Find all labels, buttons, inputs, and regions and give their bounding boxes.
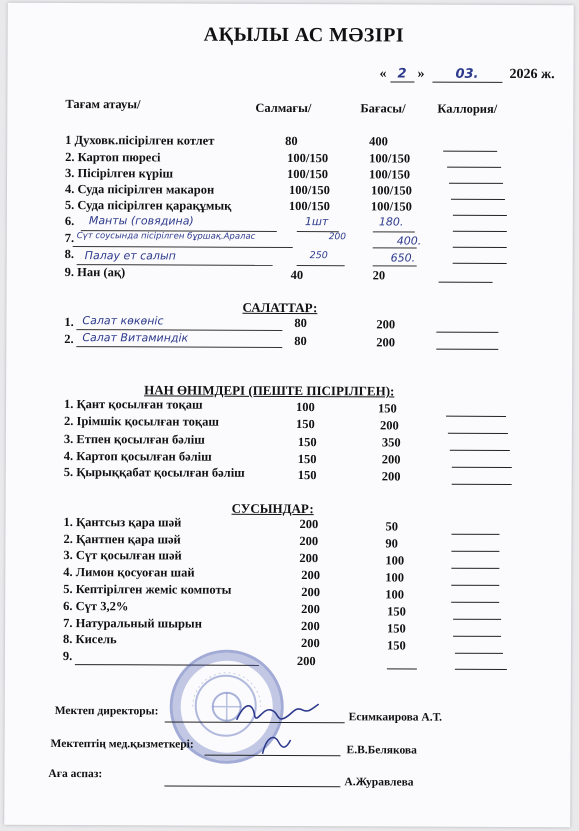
item-weight: 200 [301,568,321,583]
item-price: 100/150 [369,151,411,166]
item-weight: 80 [294,316,307,331]
item-price: 20 [372,268,386,283]
item-price: 150 [387,604,406,619]
price-blank [387,668,417,669]
underline [373,231,415,232]
handwritten-item-name: Манты (говядина) [88,214,194,228]
item-weight: 150 [295,417,315,432]
item-weight: 100/150 [288,198,330,214]
list-item: 4. Картоп қосылған бәліш [63,449,212,464]
calorie-blank [446,416,506,417]
salads-heading: САЛАТТАР: [242,299,318,316]
list-item: 4. Лимон қосуоған шай [63,565,195,580]
item-price: 100/150 [369,167,411,182]
handwritten-item-name: Сүт соусында пісірілген бұршақ.Аралас [76,231,256,242]
calorie-blank [453,247,507,248]
date-close-quote: » [417,66,425,82]
calorie-blank [452,484,512,485]
bakery-heading: НАН ӨНІМДЕРІ (ПЕШТЕ ПІСІРІЛГЕН): [144,382,395,399]
item-price: 350 [381,435,401,450]
item-weight: 200 [301,602,320,617]
calorie-blank [448,433,508,434]
menu-document [4,3,574,827]
list-item: 5. Кептірілген жеміс компоты [63,582,232,597]
item-price: 100/150 [370,183,412,198]
list-item: 1. Қант қосылған тоқаш [64,397,203,412]
list-item: 2. Картоп пюресі [65,150,161,165]
handwritten-item-name: Салат Витаминдік [82,331,189,345]
item-price: 100/150 [370,199,412,214]
column-header-price: Бағасы/ [360,101,406,116]
item-weight: 200 [300,636,320,651]
list-item: 5. Қырыққабат қосылған бәліш [63,465,245,480]
nurse-label: Мектептің мед.қызметкері: [50,737,194,751]
item-weight: 200 [296,654,316,669]
list-item: 2. Қантпен қара шәй [63,532,181,547]
list-item: 3. Етпен қосылған бәліш [63,432,205,447]
item-price: 150 [386,638,406,653]
item-price: 150 [387,621,406,636]
list-item: 3. Сүт қосылған шәй [63,548,182,563]
cook-signature-line [164,785,340,787]
director-name: Есимкаирова А.Т. [348,711,443,724]
item-weight: 200 [301,585,321,600]
calorie-blank [451,602,499,603]
underline [297,265,345,266]
list-item: 8. Кисель [62,632,117,647]
calorie-blank [450,450,510,451]
calorie-blank [436,332,498,333]
cook-label: Аға аспаз: [48,767,103,781]
calorie-blank [455,653,503,654]
item-price: 200 [381,469,401,484]
calorie-blank [449,183,503,184]
calorie-blank [452,467,512,468]
item-weight: 80 [285,133,298,149]
handwritten-weight: 200 [328,232,346,243]
underline [73,246,293,248]
document-title: АҚЫЛЫ АС МӘЗІРІ [203,23,405,47]
calorie-blank [436,349,498,350]
item-price: 400 [369,134,388,149]
item-weight: 150 [297,435,317,450]
item-weight: 150 [297,452,317,467]
handwritten-price: 180. [378,215,404,229]
list-item: 9. Нан (ақ) [64,265,126,280]
underline [373,247,417,248]
item-price: 50 [385,519,399,534]
calorie-blank [443,151,497,152]
calorie-blank [451,551,499,552]
item-weight: 100/150 [288,182,330,198]
date-line [379,66,554,83]
list-item-number: 8. [64,247,75,262]
column-header-weight: Салмағы/ [255,100,312,116]
handwritten-weight: 250 [309,250,328,262]
calorie-blank [451,585,499,586]
item-price: 150 [377,401,397,416]
calorie-blank [453,231,507,232]
item-price: 100 [385,570,405,585]
item-price: 90 [385,536,398,551]
calorie-blank [453,215,507,216]
drinks-heading: СУСЫНДАР: [231,500,314,517]
item-price: 200 [381,452,401,467]
date-year: 2026 ж. [509,66,555,83]
item-price: 100 [385,553,405,568]
item-price: 200 [376,335,396,350]
calorie-blank [447,167,501,168]
handwritten-price: 650. [390,251,416,265]
handwritten-item-name: Палау ет салып [84,249,176,263]
date-open-quote: « [379,66,387,82]
item-price: 100 [385,587,404,602]
calorie-blank [453,636,501,637]
calorie-blank [451,534,499,535]
item-weight: 200 [299,551,319,566]
handwritten-weight: 1шт [304,215,329,229]
underline [373,265,417,266]
calorie-blank [451,568,499,569]
nurse-signature-icon [257,730,297,758]
handwritten-item-name: Салат көкөніс [82,314,164,328]
item-weight: 200 [299,517,319,532]
item-weight: 100/150 [287,166,329,182]
calorie-blank [455,669,507,670]
list-item: 2. Ірімшік қосылған тоқаш [63,414,219,429]
list-item-number: 1. [64,315,74,330]
item-weight: 100 [296,400,315,415]
column-header-name: Тағам атауы/ [65,97,141,112]
list-item: 4. Суда пісірілген макарон [64,182,215,197]
list-item: 1 Духовк.пісірілген котлет [65,133,215,148]
calorie-blank [439,282,493,283]
date-day: 2 [390,66,414,82]
calorie-blank [451,199,505,200]
list-item: 9. [62,649,73,664]
director-label: Мектеп директоры: [54,704,159,718]
item-weight: 80 [294,334,307,349]
underline [76,346,282,348]
item-price: 200 [376,317,396,332]
calorie-blank [453,619,501,620]
list-item-number: 6. [64,214,75,229]
list-item: 7. Натуральный шырын [63,616,202,631]
item-weight: 200 [299,534,319,549]
column-header-calories: Каллория/ [437,101,498,116]
cook-name: А.Журавлева [344,776,414,789]
director-signature-icon [233,698,323,728]
item-price: 200 [379,418,399,433]
item-weight: 200 [301,619,320,634]
list-item-number: 2. [64,332,74,347]
list-item: 3. Пісірілген күріш [65,166,174,181]
calorie-blank [453,263,507,264]
list-item: 1. Қантсыз қара шәй [63,515,182,530]
handwritten-price: 400. [396,234,422,248]
date-month: 03. [432,67,502,83]
item-weight: 150 [297,468,317,483]
nurse-name: Е.В.Белякова [346,744,417,757]
item-weight: 100/150 [287,150,329,166]
list-item-number: 7. [64,231,75,246]
list-item: 5. Суда пісірілген қарақұмық [64,198,232,213]
list-item: 6. Сүт 3,2% [63,599,129,614]
item-weight: 40 [290,268,304,283]
